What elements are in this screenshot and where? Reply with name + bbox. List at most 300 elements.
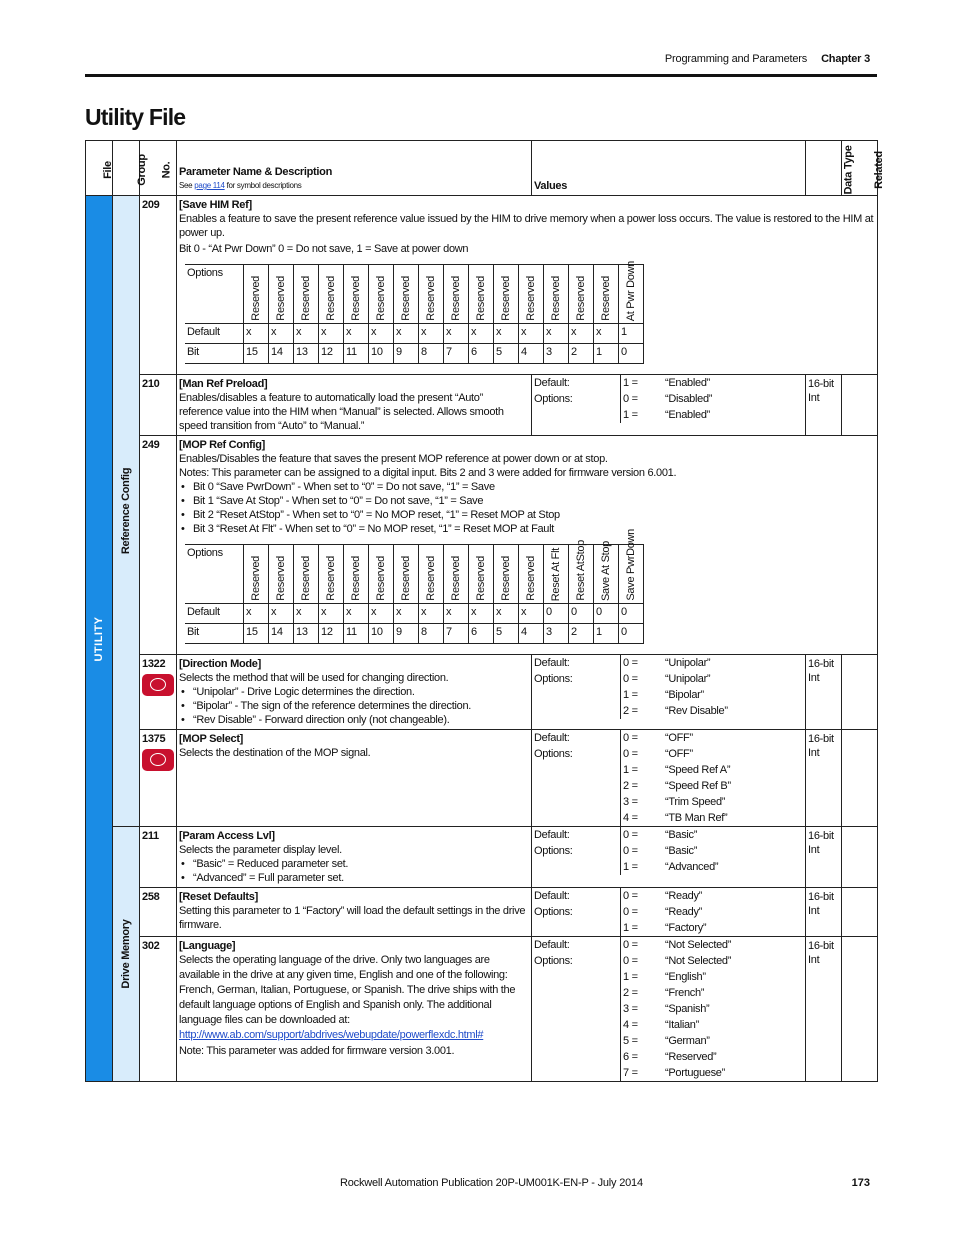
- param-values: [532, 375, 806, 436]
- bit-name-text: Reserved: [275, 556, 287, 601]
- bit-index: 6: [469, 624, 494, 644]
- param-number: 209: [140, 196, 177, 375]
- param-description: [Param Access Lvl] Selects the parameter display level. • “Basic” = Reduced parameter set. • “Advanced” = Full parameter set.: [177, 827, 532, 888]
- page-title: Utility File: [85, 104, 186, 130]
- bit-name-text: Reserved: [350, 556, 362, 601]
- param-number: 1322: [140, 655, 177, 730]
- bit-index: 11: [344, 344, 369, 364]
- bit-name-text: Reserved: [350, 276, 362, 321]
- param-description: [MOP Ref Config] Enables/Disables the feature that saves the present MOP reference at power down or at stop. Notes: This parameter can be assigned to a digital input. Bits 2 and 3 were added for firmware version 6.001. • Bit 0 “Save PwrDown” - When set to “0” = Do not save, “1” = Save • Bit 1 “Save At Stop” - When set to “0” = Do not save, “1” = Save • Bit 2 “Reset AtStop” - When set to “0” = No MOP reset, “1” = Reset MOP at Stop • Bit 3 “Reset At Flt” - When set to “0” = No MOP reset, “1” = Reset MOP at Fault Options Reserved Reserved Reserved Reserved Reserved Reserved Reserved Reserved Reserved Reserved Reserved Reserved Reset At Flt Reset AtStop Save At Stop Save PwrDown Default x x x x x x x x x x x x 0 0 0 0 Bit 15 14 13 12 11 10 9 8 7 6 5 4 3 2 1 0: [177, 436, 878, 655]
- option-value: “French”: [665, 987, 705, 999]
- values-table: [532, 730, 805, 826]
- bit-index: 15: [244, 624, 269, 644]
- stop-required-icon: [142, 749, 174, 771]
- bit-index: 12: [319, 344, 344, 364]
- option-row: [532, 778, 805, 794]
- data-type: 16-bit Int: [806, 827, 842, 888]
- bit-index: 7: [444, 344, 469, 364]
- options-label: [532, 762, 621, 778]
- bit-name-text: Reserved: [525, 556, 537, 601]
- option-value: “Enabled”: [665, 409, 710, 421]
- bit-name-text: Reserved: [525, 276, 537, 321]
- options-label: Options:: [534, 955, 573, 967]
- param-row-210: [86, 375, 878, 436]
- bit-default: 0: [619, 604, 644, 624]
- option-enum: 3 =: [621, 1001, 664, 1017]
- bit-name-text: Reserved: [400, 276, 412, 321]
- bit-default: x: [244, 324, 269, 344]
- bit-index: 4: [519, 624, 544, 644]
- option-row: [532, 1001, 805, 1017]
- option-row: [532, 920, 805, 936]
- data-type: 16-bit Int: [806, 375, 842, 436]
- bit-default: 0: [594, 604, 619, 624]
- option-row: [532, 794, 805, 810]
- bit-name-text: At Pwr Down: [625, 260, 637, 321]
- bit-index: 13: [294, 344, 319, 364]
- option-row: [532, 843, 805, 859]
- options-label: Options:: [534, 845, 573, 857]
- default-label: Default:: [534, 732, 570, 744]
- header-rule: [85, 74, 877, 77]
- param-values: [532, 655, 806, 730]
- data-type: 16-bit Int: [806, 730, 842, 827]
- options-label: [532, 859, 621, 875]
- bit-name: [244, 265, 269, 324]
- option-row: [532, 671, 805, 687]
- bit-default: x: [344, 324, 369, 344]
- default-enum: 0 =: [621, 827, 664, 843]
- bit-index: 2: [569, 624, 594, 644]
- options-label: [532, 687, 621, 703]
- bit-name: [369, 265, 394, 324]
- related: [842, 730, 878, 827]
- bit-default: 0: [544, 604, 569, 624]
- option-row: [532, 859, 805, 875]
- default-row: [532, 655, 805, 671]
- bit-name: [419, 265, 444, 324]
- bit-index: 2: [569, 344, 594, 364]
- bit-default: x: [394, 324, 419, 344]
- col-data-type: Data Type: [806, 141, 842, 196]
- bit-index: 12: [319, 624, 344, 644]
- bit-default: x: [294, 324, 319, 344]
- bit-index: 1: [594, 624, 619, 644]
- language-download-link[interactable]: http://www.ab.com/support/abdrives/webupdate/powerflexdc.html#: [179, 1029, 484, 1041]
- bullet-item: • “Advanced” = Full parameter set.: [193, 871, 529, 885]
- bit-name-text: Reserved: [500, 556, 512, 601]
- values-table: [532, 655, 805, 719]
- bit-default: x: [444, 324, 469, 344]
- param-description: [Man Ref Preload] Enables/disables a feature to automatically load the present “Auto” reference value into the HIM when “Manual” is selected. Allows smooth speed transition from “Auto” to “Manual.”: [177, 375, 532, 436]
- bit-default: x: [419, 604, 444, 624]
- bit-name: [469, 265, 494, 324]
- default-label: Default: [185, 324, 244, 344]
- bit-index: 9: [394, 624, 419, 644]
- bit-default: x: [419, 324, 444, 344]
- bit-index: 11: [344, 624, 369, 644]
- options-label: Options:: [534, 748, 573, 760]
- option-value: “Speed Ref A”: [665, 764, 731, 776]
- option-value: “Factory”: [665, 922, 707, 934]
- param-number: 211: [140, 827, 177, 888]
- option-value: “Advanced”: [665, 861, 719, 873]
- bit-name-text: Reserved: [300, 276, 312, 321]
- bit-default: x: [394, 604, 419, 624]
- options-label: [532, 1065, 621, 1081]
- param-number: 249: [140, 436, 177, 655]
- option-row: [532, 407, 805, 423]
- related: [842, 655, 878, 730]
- default-label: Default:: [534, 377, 570, 389]
- options-label: [532, 794, 621, 810]
- option-value: “Trim Speed”: [665, 796, 726, 808]
- bullet-item: • Bit 1 “Save At Stop” - When set to “0” = Do not save, “1” = Save: [193, 494, 875, 508]
- option-enum: 0 =: [621, 671, 664, 687]
- bit-default: x: [319, 324, 344, 344]
- bit-name-text: Reserved: [300, 556, 312, 601]
- publication-footer: Rockwell Automation Publication 20P-UM001K-EN-P - July 2014: [340, 1177, 643, 1189]
- option-enum: 4 =: [621, 810, 664, 826]
- bit-label: Bit: [185, 624, 244, 644]
- default-label: Default:: [534, 657, 570, 669]
- default-enum: 0 =: [621, 655, 664, 671]
- bullet-item: • Bit 3 “Reset At Flt” - When set to “0” = No MOP reset, “1” = Reset MOP at Fault: [193, 522, 875, 536]
- option-enum: 0 =: [621, 904, 664, 920]
- bit-index-row: [185, 624, 644, 644]
- param-row-258: [86, 888, 878, 937]
- bit-default: x: [369, 604, 394, 624]
- bit-index: 8: [419, 344, 444, 364]
- option-row: [532, 746, 805, 762]
- default-value: “Basic”: [665, 829, 698, 841]
- bit-name: [294, 545, 319, 604]
- default-label: Default:: [534, 890, 570, 902]
- option-enum: 0 =: [621, 953, 664, 969]
- bit-name: [444, 545, 469, 604]
- table-header-row: [86, 141, 878, 196]
- option-enum: 2 =: [621, 985, 664, 1001]
- option-row: [532, 391, 805, 407]
- bit-default: x: [544, 324, 569, 344]
- param-description: [Direction Mode] Selects the method that will be used for changing direction. • “Unipolar” - Drive Logic determines the direction. • “Bipolar” - The sign of the reference determines the direction. • “Rev Disable” - Forward direction only (not changeable).: [177, 655, 532, 730]
- values-table: [532, 937, 805, 1081]
- option-value: “English”: [665, 971, 706, 983]
- bit-name: [594, 265, 619, 324]
- bit-name: [269, 545, 294, 604]
- option-value: “Basic”: [665, 845, 698, 857]
- bit-default-row: [185, 604, 644, 624]
- option-value: “Unipolar”: [665, 673, 711, 685]
- param-description: [Reset Defaults] Setting this parameter to 1 “Factory” will load the default settings in the drive firmware.: [177, 888, 532, 937]
- option-value: “Reserved”: [665, 1051, 717, 1063]
- bit-name-text: Reserved: [250, 556, 262, 601]
- bit-name-row: [185, 545, 644, 604]
- bit-default: x: [494, 324, 519, 344]
- col-file: File: [86, 141, 113, 196]
- default-value: “Unipolar”: [665, 657, 711, 669]
- param-number: 302: [140, 937, 177, 1082]
- bit-default: x: [344, 604, 369, 624]
- param-row-1322: [86, 655, 878, 730]
- bit-default: x: [469, 604, 494, 624]
- option-row: [532, 810, 805, 826]
- bit-index: 6: [469, 344, 494, 364]
- bit-index: 1: [594, 344, 619, 364]
- bit-name: [269, 265, 294, 324]
- bit-default: x: [269, 324, 294, 344]
- option-enum: 1 =: [621, 687, 664, 703]
- group-drive-memory: Drive Memory: [113, 827, 140, 1082]
- bit-name-text: Reserved: [275, 276, 287, 321]
- bit-index: 5: [494, 624, 519, 644]
- bit-name-text: Reserved: [425, 556, 437, 601]
- option-row: [532, 1065, 805, 1081]
- options-label: Options:: [534, 906, 573, 918]
- options-label: [532, 1033, 621, 1049]
- group-reference-config: Reference Config: [113, 196, 140, 827]
- bit-default: x: [269, 604, 294, 624]
- option-enum: 1 =: [621, 920, 664, 936]
- option-value: “OFF”: [665, 748, 693, 760]
- options-label: Options:: [534, 393, 573, 405]
- option-enum: 2 =: [621, 778, 664, 794]
- option-row: [532, 953, 805, 969]
- bit-name-text: Reserved: [375, 276, 387, 321]
- option-enum: 5 =: [621, 1033, 664, 1049]
- col-related: Related: [842, 141, 878, 196]
- default-value: “Enabled”: [665, 377, 710, 389]
- bit-name: [494, 265, 519, 324]
- bit-name-text: Reserved: [600, 276, 612, 321]
- bit-index: 5: [494, 344, 519, 364]
- option-row: [532, 687, 805, 703]
- bit-name: [469, 545, 494, 604]
- option-row: [532, 762, 805, 778]
- default-label: Default:: [534, 939, 570, 951]
- option-enum: 1 =: [621, 859, 664, 875]
- bit-name: [419, 545, 444, 604]
- bit-default: x: [319, 604, 344, 624]
- section-name: Programming and Parameters: [664, 53, 808, 65]
- col-no: No.: [140, 141, 177, 196]
- options-label: [532, 703, 621, 719]
- options-label: Options: [185, 545, 244, 604]
- bit-name-text: Reset At Flt: [550, 547, 562, 601]
- bit-index: 3: [544, 344, 569, 364]
- bit-index: 4: [519, 344, 544, 364]
- bit-name-text: Reserved: [325, 276, 337, 321]
- bit-name-text: Reserved: [550, 276, 562, 321]
- option-value: “Ready”: [665, 906, 703, 918]
- param-values: [532, 937, 806, 1082]
- option-value: “Portuguese”: [665, 1067, 725, 1079]
- option-row: [532, 969, 805, 985]
- bullet-item: • Bit 0 “Save PwrDown” - When set to “0” = Do not save, “1” = Save: [193, 480, 875, 494]
- bit-default: x: [444, 604, 469, 624]
- bit-name-text: Reserved: [375, 556, 387, 601]
- bit-name-text: Reserved: [425, 276, 437, 321]
- bit-index: 9: [394, 344, 419, 364]
- data-type: 16-bit Int: [806, 888, 842, 937]
- bit-index: 10: [369, 624, 394, 644]
- bit-name: [519, 265, 544, 324]
- param-values: [532, 888, 806, 937]
- bullet-item: • Bit 2 “Reset AtStop” - When set to “0” = No MOP reset, “1” = Reset MOP at Stop: [193, 508, 875, 522]
- param-row-302: [86, 937, 878, 1082]
- option-row: [532, 1049, 805, 1065]
- bullet-item: • “Rev Disable” - Forward direction only (not changeable).: [193, 713, 529, 727]
- bit-name: [444, 265, 469, 324]
- param-row-249: [86, 436, 878, 655]
- option-enum: 1 =: [621, 969, 664, 985]
- symbol-page-link[interactable]: page 114: [194, 181, 225, 190]
- bit-name: [494, 545, 519, 604]
- bit-name-text: Reserved: [450, 276, 462, 321]
- bit-index-row: [185, 344, 644, 364]
- bit-name: [294, 265, 319, 324]
- param-row-211: [86, 827, 878, 888]
- options-label: [532, 1017, 621, 1033]
- bit-default: x: [369, 324, 394, 344]
- param-description: [Save HIM Ref] Enables a feature to save the present reference value issued by the HIM to drive memory when a power loss occurs. The value is restored to the HIM at power up. Bit 0 - “At Pwr Down” 0 = Do not save, 1 = Save at power down Options Reserved Reserved Reserved Reserved Reserved Reserved Reserved Reserved Reserved Reserved Reserved Reserved Reserved Reserved Reserved At Pwr Down Default x x x x x x x x x x x x x x x 1 Bit 15 14 13 12 11 10 9 8 7 6 5 4 3 2 1 0: [177, 196, 878, 375]
- default-value: “Not Selected”: [665, 939, 732, 951]
- bit-index: 10: [369, 344, 394, 364]
- default-value: “OFF”: [665, 732, 693, 744]
- bit-name: [344, 545, 369, 604]
- bit-name: [619, 529, 644, 604]
- bit-name-row: [185, 265, 644, 324]
- running-header: [665, 53, 870, 65]
- option-row: [532, 1033, 805, 1049]
- option-value: “Speed Ref B”: [665, 780, 731, 792]
- bit-default: x: [294, 604, 319, 624]
- option-row: [532, 904, 805, 920]
- bit-default: x: [519, 324, 544, 344]
- option-enum: 7 =: [621, 1065, 664, 1081]
- bit-name: [544, 265, 569, 324]
- param-values: [532, 827, 806, 888]
- option-value: “Spanish”: [665, 1003, 710, 1015]
- options-label: [532, 969, 621, 985]
- bit-name-text: Reserved: [475, 276, 487, 321]
- related: [842, 375, 878, 436]
- default-row: [532, 375, 805, 391]
- default-value: “Ready”: [665, 890, 703, 902]
- default-enum: 1 =: [621, 375, 664, 391]
- options-label: [532, 407, 621, 423]
- options-label: [532, 778, 621, 794]
- bit-name: [369, 545, 394, 604]
- file-cell: UTILITY: [86, 196, 113, 1082]
- bit-index: 14: [269, 344, 294, 364]
- bit-default: x: [594, 324, 619, 344]
- bit-name: [319, 265, 344, 324]
- param-number: 210: [140, 375, 177, 436]
- data-type: 16-bit Int: [806, 655, 842, 730]
- values-table: [532, 827, 805, 875]
- bit-default: x: [519, 604, 544, 624]
- bit-name: [519, 545, 544, 604]
- default-label: Default:: [534, 829, 570, 841]
- stop-required-icon: [142, 674, 174, 696]
- bullet-item: • “Bipolar” - The sign of the reference determines the direction.: [193, 699, 529, 713]
- option-enum: 6 =: [621, 1049, 664, 1065]
- bit-index: 0: [619, 344, 644, 364]
- option-enum: 0 =: [621, 843, 664, 859]
- option-enum: 3 =: [621, 794, 664, 810]
- default-row: [532, 888, 805, 904]
- default-row: [532, 730, 805, 746]
- default-enum: 0 =: [621, 888, 664, 904]
- parameter-table: [85, 140, 885, 1082]
- values-table: [532, 888, 805, 936]
- bit-table: [185, 260, 644, 364]
- bit-name-text: Reserved: [575, 276, 587, 321]
- bit-index: 14: [269, 624, 294, 644]
- bit-name: [319, 545, 344, 604]
- bit-name-text: Reserved: [250, 276, 262, 321]
- option-enum: 1 =: [621, 407, 664, 423]
- options-label: [532, 810, 621, 826]
- default-enum: 0 =: [621, 937, 664, 953]
- related: [842, 937, 878, 1082]
- bit-default: 1: [619, 324, 644, 344]
- option-enum: 1 =: [621, 762, 664, 778]
- bit-name: [394, 265, 419, 324]
- options-label: [532, 1049, 621, 1065]
- bullet-item: • “Unipolar” - Drive Logic determines the direction.: [193, 685, 529, 699]
- bit-index: 13: [294, 624, 319, 644]
- page-number: 173: [851, 1177, 870, 1189]
- option-value: “Not Selected”: [665, 955, 732, 967]
- option-value: “Disabled”: [665, 393, 713, 405]
- default-label: Default: [185, 604, 244, 624]
- param-row-1375: [86, 730, 878, 827]
- param-values: [532, 730, 806, 827]
- option-enum: 2 =: [621, 703, 664, 719]
- option-row: [532, 703, 805, 719]
- bit-default: x: [469, 324, 494, 344]
- chapter-label: Chapter 3: [821, 53, 870, 65]
- default-enum: 0 =: [621, 730, 664, 746]
- param-description: [MOP Select] Selects the destination of the MOP signal.: [177, 730, 532, 827]
- values-table: [532, 375, 805, 423]
- param-number: 258: [140, 888, 177, 937]
- bit-name: [244, 545, 269, 604]
- bit-name-text: Reserved: [475, 556, 487, 601]
- bit-name: [394, 545, 419, 604]
- related: [842, 888, 878, 937]
- option-row: [532, 985, 805, 1001]
- bit-name-text: Reserved: [500, 276, 512, 321]
- option-enum: 0 =: [621, 391, 664, 407]
- param-row-209: [86, 196, 878, 375]
- col-values: Values: [532, 141, 806, 196]
- bit-default: x: [569, 324, 594, 344]
- bit-name-text: Reserved: [450, 556, 462, 601]
- col-group: Group: [113, 141, 140, 196]
- bit-index: 7: [444, 624, 469, 644]
- options-label: Options:: [534, 673, 573, 685]
- bit-name: [619, 260, 644, 324]
- bit-default: x: [244, 604, 269, 624]
- bit-name: [544, 545, 569, 604]
- bit-name: [594, 541, 619, 604]
- bit-name: [344, 265, 369, 324]
- option-enum: 0 =: [621, 746, 664, 762]
- bit-name-text: Reset AtStop: [575, 540, 587, 601]
